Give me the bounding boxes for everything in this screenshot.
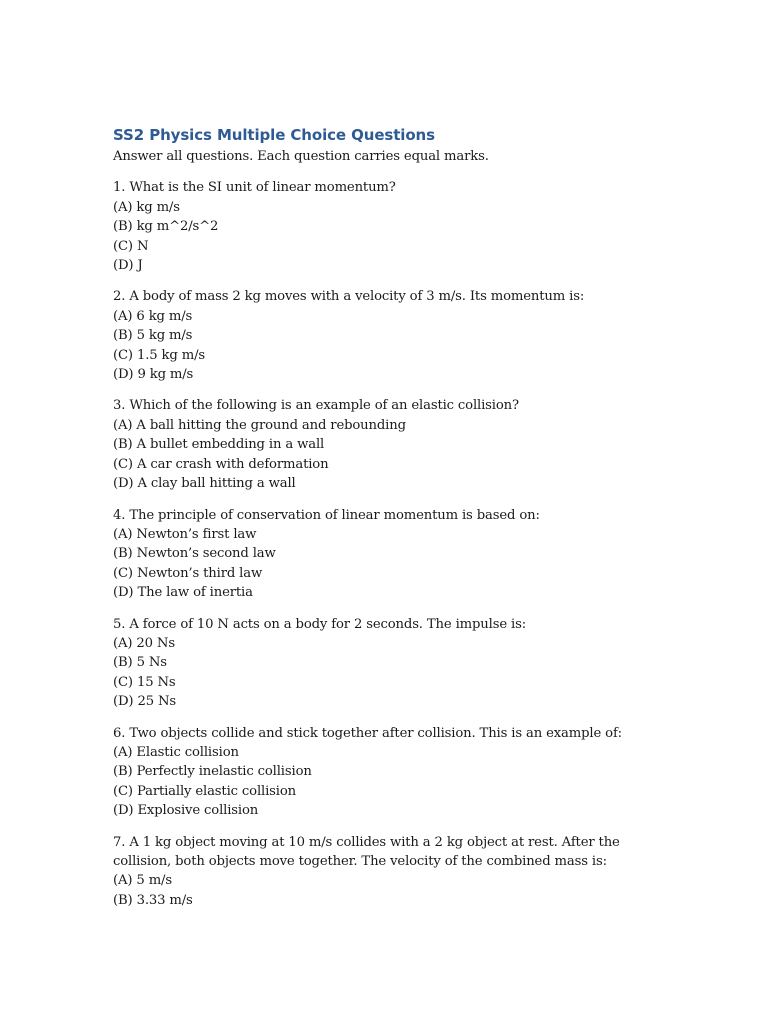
question-1 [113,178,673,275]
option-d: (D) J [113,258,143,274]
option-d: (D) A clay ball hitting a wall [113,476,296,492]
option-b: (B) 3.33 m/s [113,892,193,908]
option-b: (B) Newton’s second law [113,546,276,562]
question-stem: 5. A force of 10 N acts on a body for 2 seconds. The impulse is: [113,616,526,632]
option-a: (A) Elastic collision [113,744,239,760]
question-6 [113,724,673,821]
option-b: (B) 5 kg m/s [113,328,193,344]
document-content [113,124,673,922]
option-b: (B) kg m^2/s^2 [113,219,219,235]
question-stem: 1. What is the SI unit of linear momentum? [113,180,396,196]
option-c: (C) N [113,238,149,254]
option-c: (C) A car crash with deformation [113,456,329,472]
option-c: (C) Newton’s third law [113,565,263,581]
question-stem: 2. A body of mass 2 kg moves with a velocity of 3 m/s. Its momentum is: [113,289,585,305]
option-c: (C) 1.5 kg m/s [113,347,205,363]
question-2 [113,287,673,384]
option-b: (B) Perfectly inelastic collision [113,764,312,780]
question-7 [113,833,673,911]
option-a: (A) 5 m/s [113,873,172,889]
option-b: (B) 5 Ns [113,655,167,671]
option-d: (D) 9 kg m/s [113,367,194,383]
option-d: (D) 25 Ns [113,694,176,710]
question-4 [113,506,673,603]
option-b: (B) A bullet embedding in a wall [113,437,325,453]
document-title: SS2 Physics Multiple Choice Questions [113,126,435,144]
option-a: (A) 20 Ns [113,635,175,651]
instructions-text: Answer all questions. Each question carries equal marks. [113,149,489,164]
question-stem: 7. A 1 kg object moving at 10 m/s collides with a 2 kg object at rest. After the collision, both objects move together. The velocity of the combined mass is: [113,834,620,869]
question-3 [113,396,673,493]
option-d: (D) The law of inertia [113,585,253,601]
option-d: (D) Explosive collision [113,803,259,819]
option-c: (C) Partially elastic collision [113,783,296,799]
option-c: (C) 15 Ns [113,674,176,690]
option-a: (A) Newton’s first law [113,526,257,542]
option-a: (A) 6 kg m/s [113,308,193,324]
option-a: (A) A ball hitting the ground and rebounding [113,417,406,433]
question-stem: 4. The principle of conservation of linear momentum is based on: [113,507,540,523]
question-stem: 3. Which of the following is an example of an elastic collision? [113,398,519,414]
question-5 [113,615,673,712]
question-stem: 6. Two objects collide and stick together after collision. This is an example of: [113,725,622,741]
option-a: (A) kg m/s [113,199,180,215]
